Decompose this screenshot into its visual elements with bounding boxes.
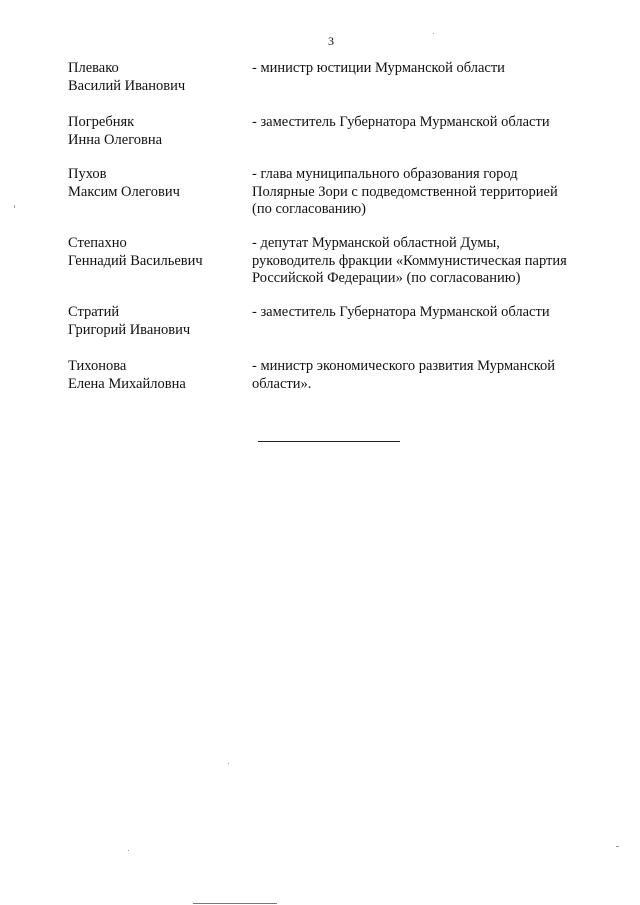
member-position [252, 166, 592, 219]
position-line: руководитель фракции «Коммунистическая партия [252, 252, 567, 269]
member-name [68, 114, 248, 149]
scan-speck [228, 763, 229, 764]
member-name [68, 358, 248, 393]
position-line: области». [252, 375, 312, 392]
position-line: - заместитель Губернатора Мурманской области [252, 304, 550, 320]
member-given-names: Григорий Иванович [68, 321, 191, 338]
position-line: - глава муниципального образования город [252, 166, 518, 182]
position-line: Полярные Зори с подведомственной территорией [252, 183, 558, 200]
member-position [252, 114, 592, 132]
member-surname: Плевако [68, 60, 119, 76]
member-given-names: Инна Олеговна [68, 131, 163, 148]
position-line: Российской Федерации» (по согласованию) [252, 270, 521, 286]
member-position [252, 60, 592, 78]
member-given-names: Геннадий Васильевич [68, 252, 203, 269]
position-line: - заместитель Губернатора Мурманской области [252, 114, 550, 130]
scan-speck [433, 33, 434, 34]
member-position [252, 304, 592, 322]
scan-speck [128, 850, 129, 851]
member-name [68, 166, 248, 201]
member-name [68, 304, 248, 339]
member-position [252, 358, 592, 393]
member-given-names: Василий Иванович [68, 77, 186, 94]
position-line: - министр юстиции Мурманской области [252, 60, 505, 76]
member-name [68, 60, 248, 95]
position-line: - министр экономического развития Мурманской [252, 358, 555, 374]
member-surname: Степахно [68, 235, 127, 251]
member-position [252, 235, 592, 288]
position-line: - депутат Мурманской областной Думы, [252, 235, 500, 251]
scan-speck [14, 205, 15, 208]
member-surname: Погребняк [68, 114, 135, 130]
member-given-names: Максим Олегович [68, 183, 180, 200]
member-surname: Стратий [68, 304, 120, 320]
scan-speck [616, 846, 619, 847]
footer-rule [193, 903, 277, 904]
member-surname: Пухов [68, 166, 107, 182]
page-number: 3 [328, 34, 334, 48]
end-of-list-rule [258, 441, 400, 442]
member-name [68, 235, 248, 270]
member-surname: Тихонова [68, 358, 127, 374]
position-line: (по согласованию) [252, 201, 366, 217]
member-given-names: Елена Михайловна [68, 375, 186, 392]
